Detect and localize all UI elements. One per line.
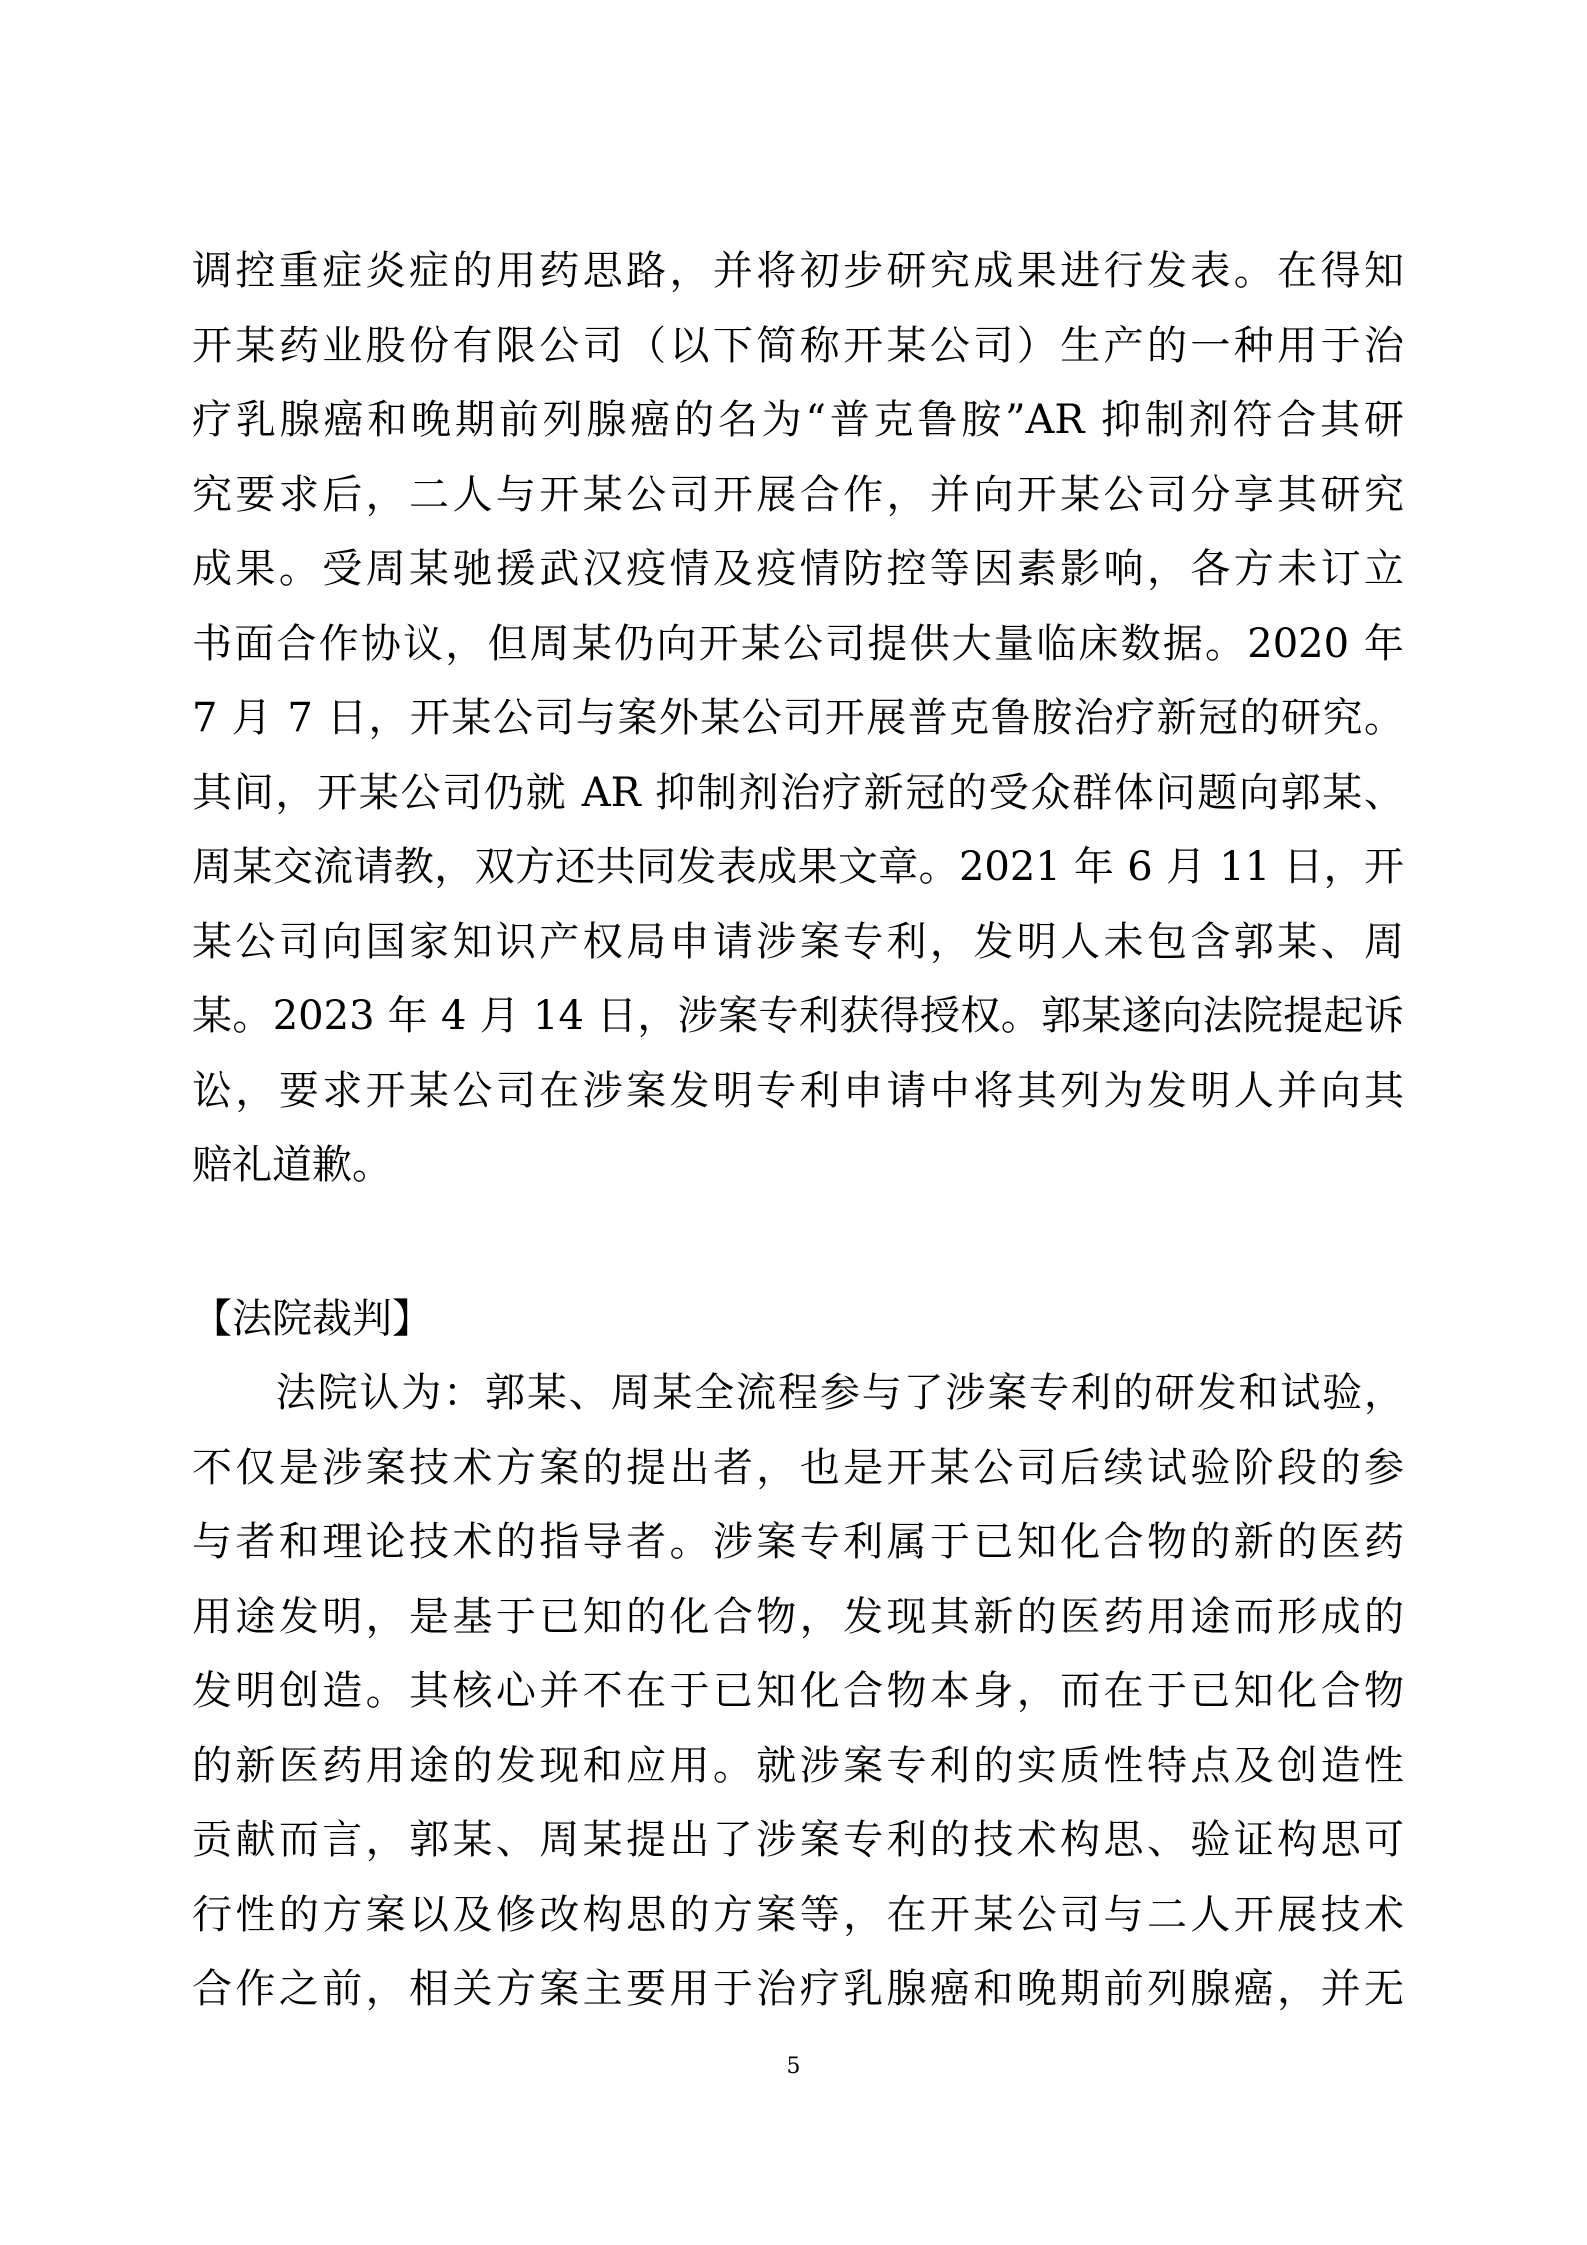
text-line: 成果。受周某驰援武汉疫情及疫情防控等因素影响，各方未订立	[192, 546, 1404, 592]
text-line: 开某药业股份有限公司（以下简称开某公司）生产的一种用于治	[192, 322, 1404, 369]
text-line: 赔礼道歉。	[192, 1142, 392, 1188]
section-heading: 【法院裁判】	[192, 1296, 432, 1342]
paragraph-court-ruling	[192, 1356, 1404, 2027]
text-line: 某。2023 年 4 月 14 日，涉案专利获得授权。郭某遂向法院提起诉	[192, 993, 1404, 1039]
text-line: 疗乳腺癌和晚期前列腺癌的名为“普克鲁胺”AR 抑制剂符合其研	[192, 397, 1404, 443]
text-line: 讼，要求开某公司在涉案发明专利申请中将其列为发明人并向其	[192, 1067, 1404, 1114]
text-line: 究要求后，二人与开某公司开展合作，并向开某公司分享其研究	[192, 471, 1404, 518]
paragraph-background	[192, 234, 1404, 1203]
text-line: 7 月 7 日，开某公司与案外某公司开展普克鲁胺治疗新冠的研究。	[192, 695, 1404, 741]
text-line: 书面合作协议，但周某仍向开某公司提供大量临床数据。2020 年	[192, 620, 1404, 667]
text-line: 用途发明，是基于已知的化合物，发现其新的医药用途而形成的	[192, 1593, 1404, 1640]
text-line: 不仅是涉案技术方案的提出者，也是开某公司后续试验阶段的参	[192, 1444, 1404, 1491]
text-line: 的新医药用途的发现和应用。就涉案专利的实质性特点及创造性	[192, 1742, 1404, 1789]
text-line: 其间，开某公司仍就 AR 抑制剂治疗新冠的受众群体问题向郭某、	[192, 769, 1404, 816]
text-line: 合作之前，相关方案主要用于治疗乳腺癌和晚期前列腺癌，并无	[192, 1966, 1404, 2012]
text-line: 周某交流请教，双方还共同发表成果文章。2021 年 6 月 11 日，开	[192, 844, 1404, 890]
text-line: 某公司向国家知识产权局申请涉案专利，发明人未包含郭某、周	[192, 918, 1404, 965]
text-line: 发明创造。其核心并不在于已知化合物本身，而在于已知化合物	[192, 1668, 1404, 1714]
text-line: 与者和理论技术的指导者。涉案专利属于已知化合物的新的医药	[192, 1519, 1404, 1565]
text-line: 行性的方案以及修改构思的方案等，在开某公司与二人开展技术	[192, 1891, 1404, 1938]
page-number: 5	[786, 2054, 801, 2079]
text-line: 法院认为：郭某、周某全流程参与了涉案专利的研发和试验，	[192, 1370, 1404, 1416]
text-line: 调控重症炎症的用药思路，并将初步研究成果进行发表。在得知	[192, 248, 1404, 294]
text-line: 贡献而言，郭某、周某提出了涉案专利的技术构思、验证构思可	[192, 1817, 1404, 1863]
